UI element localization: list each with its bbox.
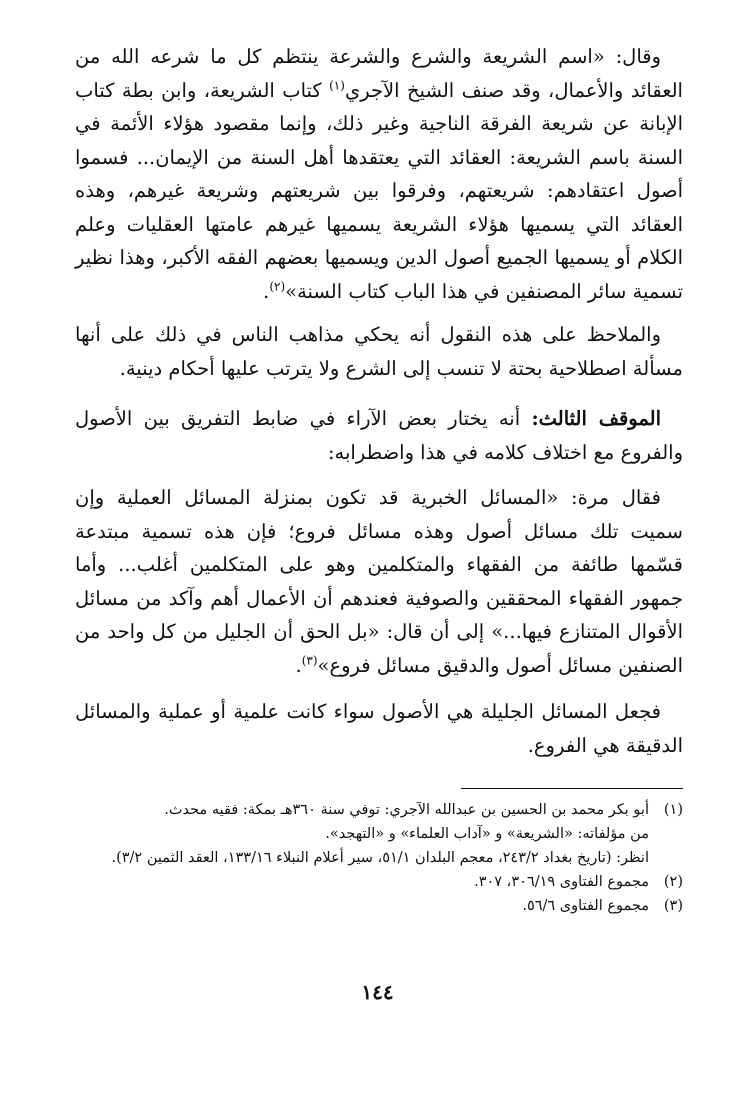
paragraph1-text: وقال: «اسم الشريعة والشرع والشرعة ينتظم كل ما شرعه الله من العقائد والأعمال، وقد صنف الشيخ الآجري [75,45,683,102]
footnote-3 [75,894,683,918]
paragraph2-text: والملاحظ على هذه النقول أنه يحكي مذاهب الناس في ذلك على أنها مسألة اصطلاحية بحتة لا تنسب إلى الشرع ولا يترتب عليها أحكام دينية. [75,323,683,380]
paragraph1-end: . [263,279,270,303]
paragraph-quote-issues [75,481,683,682]
footnote-ref-3: (٣) [301,653,318,667]
footnote-1-line-1 [75,798,683,822]
paragraph4-end: . [295,653,302,677]
footnote-1-line-3: انظر: (تاريخ بغداد ٢٤٣/٢، معجم البلدان ٥١/١، سير أعلام النبلاء ١٣٣/١٦، العقد الثمين ٣/٢). [111,850,649,866]
paragraph3-text: أنه يختار بعض الآراء في ضابط التفريق بين الأصول والفروع مع اختلاف كلامه في هذا واضطرابه: [75,407,683,464]
footnotes [75,798,683,918]
page-number: ١٤٤ [361,980,394,1004]
footnote-ref-2: (٢) [269,279,286,293]
paragraph-quote-sharia [75,40,683,308]
footnote-2-text: مجموع الفتاوى ٣٠٦/١٩، ٣٠٧. [474,874,649,890]
third-position-heading: الموقف الثالث: [531,407,661,430]
footnote-1-number: (١) [663,802,683,818]
footnote-3-number: (٣) [663,898,683,914]
paragraph-observation [75,318,683,385]
paragraph1-text-continued: كتاب الشريعة، وابن بطة كتاب الإبانة عن شريعة الفرقة الناجية وغير ذلك، وإنما مقصود هؤلاء الأئمة في السنة باسم الشريعة: العقائد التي يعتقدها أهل السنة من الإيمان... فسموا أصول اعتقادهم: شريعتهم، وفرقوا بين شريعتهم وشريعة غيرهم، وهذه العقائد التي يسميها هؤلاء الشريعة يسميها غيرهم عامتها العقليات وعلم الكلام أو يسميها الجميع أصول الدين ويسميها بعضهم الفقه الأكبر، وهذا نظير تسمية سائر المصنفين في هذا الباب كتاب السنة» [75,78,683,303]
paragraph-third-position [75,402,683,469]
footnote-separator [461,788,683,789]
footnote-2 [75,870,683,894]
paragraph5-text: فجعل المسائل الجليلة هي الأصول سواء كانت علمية أو عملية والمسائل الدقيقة هي الفروع. [75,700,683,757]
footnote-1 [75,798,683,870]
footnote-2-number: (٢) [663,874,683,890]
footnote-ref-1: (١) [329,78,345,92]
paragraph-conclusion [75,695,683,762]
footnote-1-line-2: من مؤلفاته: «الشريعة» و «آداب العلماء» و «التهجد». [325,826,649,842]
footnote-3-text: مجموع الفتاوى ٥٦/٦. [522,898,649,914]
paragraph4-text: فقال مرة: «المسائل الخبرية قد تكون بمنزلة المسائل العملية وإن سميت تلك مسائل أصول وهذه مسائل فروع؛ فإن هذه تسمية مبتدعة قسّمها طائفة من الفقهاء والمتكلمين وهو على المتكلمين أغلب... وأما جمهور الفقهاء المحققين والصوفية فعندهم أن الأعمال أهم وآكد من مسائل الأقوال المتنازع فيها...» إلى أن قال: «بل الحق أن الجليل من كل واحد من الصنفين مسائل أصول والدقيق مسائل فروع» [75,486,683,677]
footnote-1-text: أبو بكر محمد بن الحسين بن عبدالله الآجري: توفي سنة ٣٦٠هـ بمكة: فقيه محدث. [164,802,649,818]
